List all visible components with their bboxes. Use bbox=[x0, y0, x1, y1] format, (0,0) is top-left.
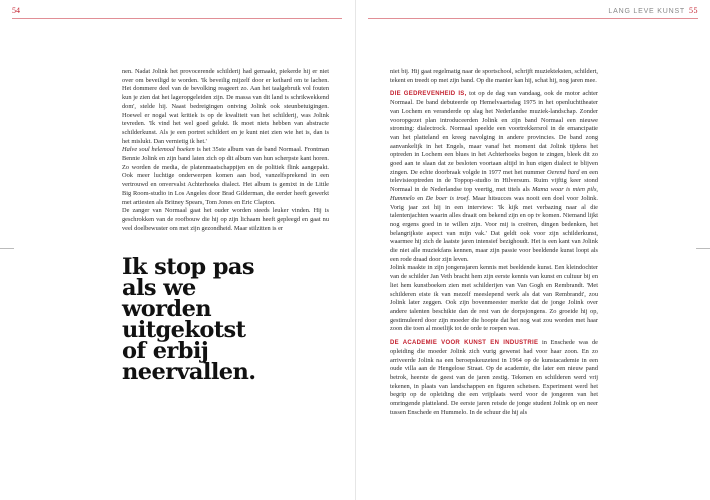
section-lead-in: DIE GEDREVENHEID IS, bbox=[390, 91, 467, 98]
left-paragraph-2 bbox=[122, 146, 329, 207]
right-paragraph-1: niet bij. Hij gaat regelmatig naar de sportschool, schrijft muziekteksten, schildert, tekent en treedt op met zijn band. Op die manier kan hij, schat hij, nog jaren mee. bbox=[390, 68, 598, 84]
running-title: LANG LEVE KUNST bbox=[608, 8, 685, 15]
album-title-italic: Halve soul helemoal hoeken bbox=[122, 146, 195, 154]
right-header-rule bbox=[368, 18, 698, 19]
spine-fold bbox=[355, 0, 356, 500]
pull-quote-line: of erbij bbox=[122, 338, 209, 364]
pull-quote-line: neervallen. bbox=[122, 359, 256, 385]
right-crop-mark bbox=[696, 248, 710, 249]
left-paragraph-1: nen. Nadat Jolink het provocerende schilderij had gemaakt, piekerde hij er niet over om beveiligd te worden. 'Ik beveilig mijzelf door er keihard om te lachen. Het dommere deel van de bevolking reageert zo. Aan het taalgebruik vol fouten kun je zien dat het lageropgeleiden zijn. De massa van dit land is schrikwekkend dom', stelde hij. Naast bedreigingen ontving Jolink ook steunbetuigingen. Hoewel er nogal wat kritiek is op de kwaliteit van het schilderij, was Jolink tevreden. 'Ik vind het wel goed gelukt. Ik moet niets hebben van abstracte schilderkunst. Als je een portret schildert en je kunt niet zien wie het is, dan is het mislukt. Dan vernietig ik het.' bbox=[122, 68, 329, 145]
right-page-number: 55 bbox=[689, 6, 698, 15]
left-page-number: 54 bbox=[12, 6, 20, 15]
left-crop-mark bbox=[0, 248, 14, 249]
section-lead-in: DE ACADEMIE VOOR KUNST EN INDUSTRIE bbox=[390, 340, 539, 347]
right-paragraph-3: Jolink maakte in zijn jongensjaren kennis met beeldende kunst. Een kleindochter van de schilder Jan Veth bracht hem zijn eerste kennis van kunst en cultuur bij en liet hem kunstboeken zien met schilderijen van Van Gogh en Rembrandt. 'Met schilderen eiste ik van mezelf meeslepend werk als dat van Rembrandt', zou Jolink later zeggen. Ook zijn bovenmeester merkte dat de jonge Jolink over andere talenten beschikte dan de rest van de dorpsjongens. Zo groeide hij op, gestimuleerd door zijn moeder die hoopte dat het nog wat zou worden met haar zoon die toen al moeilijk tot de orde te roepen was. bbox=[390, 264, 598, 333]
pull-quote-line: als we bbox=[122, 275, 196, 301]
pull-quote bbox=[122, 254, 342, 385]
left-text-column bbox=[122, 68, 329, 233]
pull-quote-line: worden bbox=[122, 296, 212, 322]
right-text-column bbox=[390, 68, 598, 417]
left-paragraph-2-body: is het 35ste album van de band Normaal. Frontman Bennie Jolink en zijn band laten zich op dit album van hun scherpste kant horen. Zo worden de media, de platenmaatschappijen en de politiek flink aangepakt. Ook meer luchtige onderwerpen komen aan bod, vanzelfsprekend in een vertrouwd en onvervalst Achterhoeks dialect. Het album is gemixt in de Little Big Room-studio in Los Angeles door Brad Gilderman, die eerder heeft gewerkt met artiesten als Britney Spears, Tom Jones en Eric Clapton. bbox=[122, 146, 329, 206]
left-header-rule bbox=[12, 18, 342, 19]
left-paragraph-3: De zanger van Normaal gaat het ouder worden steeds leuker vinden. Hij is geschrokken van de roofbouw die hij op zijn lichaam heeft gepleegd en gaat nu veel doelbewuster om met zijn gezondheid. Maar stilzitten is er bbox=[122, 207, 329, 232]
right-paragraph-2: DIE GEDREVENHEID IS, tot op de dag van vandaag, ook de motor achter Normaal. De band debuteerde op Hemelvaartsdag 1975 in het openluchttheater van Lochem en veranderde op slag het Nederlandse muziek-landschap. Zonder vooropgezet plan introduceerden Jolink en zijn band Normaal een nieuwe stroming: dialectrock. Normaal speelde een voortrekkersrol in de emancipatie van het platteland en kreeg navolging in andere provincies. De band zong aanvankelijk in het Engels, maar vanaf het moment dat Jolink tijdens het optreden in Lochem een blues in het Achterhoeks begon te zingen, bleek dit zo goed aan te slaan dat ze besloten voortaan altijd in hun eigen dialect te blijven zingen. De echte doorbraak volgde in 1977 met het nummer Oerend hard en een televisieoptreden in de Toppop-studio in Hilversum. Ruim vijftig keer stond Normaal in de Nederlandse top veertig, met titels als Mama woar is mien pils, Hummelo en De boer is troef. Maar hitsucces was nooit een doel voor Jolink. Vorig jaar zei hij in een interview: 'Ik kijk met verbazing naar al die talentenjachten waarin alles draait om bekend zijn en op tv komen. Niemand lijkt nog ergens goed in te willen zijn. Voor mij is creëren, dingen bedenken, het belangrijkste aspect van mijn vak.' Dat geldt ook voor zijn schilderkunst, waarmee hij zich de laatste jaren intensief bezighoudt. Het is een kant van Jolink die niet alle muziekfans kennen, maar zijn passie voor beeldende kunst loopt als een rode draad door zijn leven. bbox=[390, 90, 599, 263]
right-page-header bbox=[608, 6, 698, 15]
right-paragraph-4: DE ACADEMIE VOOR KUNST EN INDUSTRIE in Enschede was de opleiding die moeder Jolink zich vurig gewenst had voor haar zoon. En zo arriveerde Jolink na een beroepskeuzetest in 1964 op de kunstacademie in een oude villa aan de Hengelose Straat. Op de academie, die later een nieuw pand betrok, heerste de geest van de jaren zestig. Tekenen en schilderen werd vrij tekenen, in plaats van landschappen en figuren schetsen. Experiment werd het begrip op de opleiding die een vrijplaats werd voor de jongeren van het omringende platteland. De eerste jaren reisde de jonge student Jolink op en neer tussen Enschede en Hummelo. In de schuur die hij als bbox=[390, 339, 598, 416]
pull-quote-line: uitgekotst bbox=[122, 317, 246, 343]
pull-quote-line: Ik stop pas bbox=[122, 254, 254, 280]
